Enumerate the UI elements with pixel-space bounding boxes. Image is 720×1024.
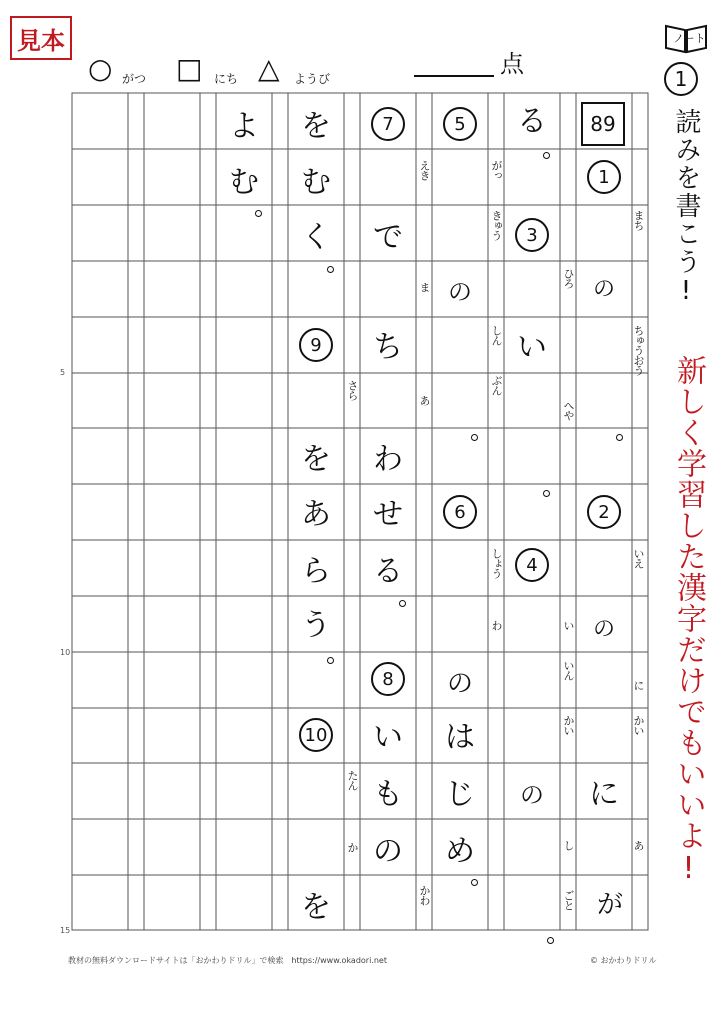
text-char: が [596,890,623,920]
furigana: かい [562,715,575,735]
furigana: がっ [490,160,503,180]
period-mark [543,490,550,497]
furigana: い [562,620,575,630]
furigana: し [562,840,575,850]
text-char: の [448,278,472,306]
furigana: ぶん [490,375,503,395]
furigana: えき [418,160,431,180]
score-label: 点 [500,50,524,78]
furigana: ま [418,282,431,292]
footer-copyright: © おかわりドリル [590,956,657,965]
furigana: いん [562,660,575,680]
weekday-label: ようび [294,72,331,86]
text-char: も [373,777,403,812]
text-char: く [301,220,331,255]
period-mark [327,657,334,664]
question-number-3: 3 [515,218,549,252]
furigana: まち [632,210,645,230]
text-char: せ [373,497,403,532]
text-char: を [301,109,331,144]
question-number-10: 10 [299,718,333,752]
period-mark [255,210,262,217]
text-char: を [301,890,331,925]
question-number-4: 4 [515,548,549,582]
period-mark [543,152,550,159]
text-char: の [373,834,403,869]
sample-stamp: 見本 [10,16,72,60]
score-box: 89 [581,102,625,146]
furigana: ちゅうおう [632,325,645,375]
text-char: は [445,720,475,755]
text-char: の [592,277,615,302]
text-char: わ [373,442,403,477]
furigana: きゅう [490,210,503,240]
text-char: に [589,777,619,812]
period-mark [327,266,334,273]
furigana: かわ [418,885,431,905]
text-char: の [592,617,615,642]
text-char: う [301,608,331,643]
text-char: め [445,834,475,869]
text-char: る [373,554,403,589]
period-mark [471,434,478,441]
question-number-8: 8 [371,662,405,696]
question-number-9: 9 [299,328,333,362]
period-mark [471,879,478,886]
text-char: の [520,781,544,809]
furigana: あ [632,840,645,850]
text-char: を [301,442,331,477]
question-number-7: 7 [371,107,405,141]
furigana: ひろ [562,268,575,288]
weekday-triangle-symbol: △ [258,52,280,85]
month-circle-symbol: ○ [88,52,113,85]
side-note: 新しく学習した漢字だけでもいいよ! [671,355,706,887]
period-mark [399,600,406,607]
text-char: い [517,330,547,365]
text-char: あ [301,497,331,532]
footer-source: 教材の無料ダウンロードサイトは「おかわりドリル」で検索 https://www.okadori.net [68,956,387,965]
month-label: がつ [122,72,147,86]
unit-number: 1 [664,62,698,96]
page-title: 読みを書こう! [671,108,701,308]
furigana: へや [562,400,575,420]
line-number-15: 15 [60,926,71,935]
furigana: かい [632,715,645,735]
text-char: ら [301,554,331,589]
line-number-10: 10 [60,648,71,657]
day-label: にち [214,72,239,86]
furigana: しん [490,325,503,345]
day-square-symbol: □ [176,52,203,85]
text-char: よ [229,109,259,144]
text-char: の [446,669,473,699]
question-number-5: 5 [443,107,477,141]
notebook-label: ノート [673,32,706,45]
furigana: わ [490,620,503,630]
text-char: で [373,220,403,255]
furigana: いえ [632,548,645,568]
text-char: る [517,104,547,139]
furigana: さら [346,380,359,400]
period-mark [616,434,623,441]
text-char: い [373,720,403,755]
period-mark [547,937,554,944]
text-char: む [301,165,331,200]
text-char: む [229,165,259,200]
furigana: か [346,842,359,852]
furigana: あ [418,395,431,405]
question-number-2: 2 [587,495,621,529]
text-char: ち [373,330,403,365]
question-number-6: 6 [443,495,477,529]
furigana: ごと [562,890,575,910]
text-char: じ [445,777,475,812]
furigana: しょう [490,548,503,578]
question-number-1: 1 [587,160,621,194]
furigana: に [632,680,645,690]
furigana: たん [346,770,359,790]
line-number-5: 5 [60,368,66,377]
